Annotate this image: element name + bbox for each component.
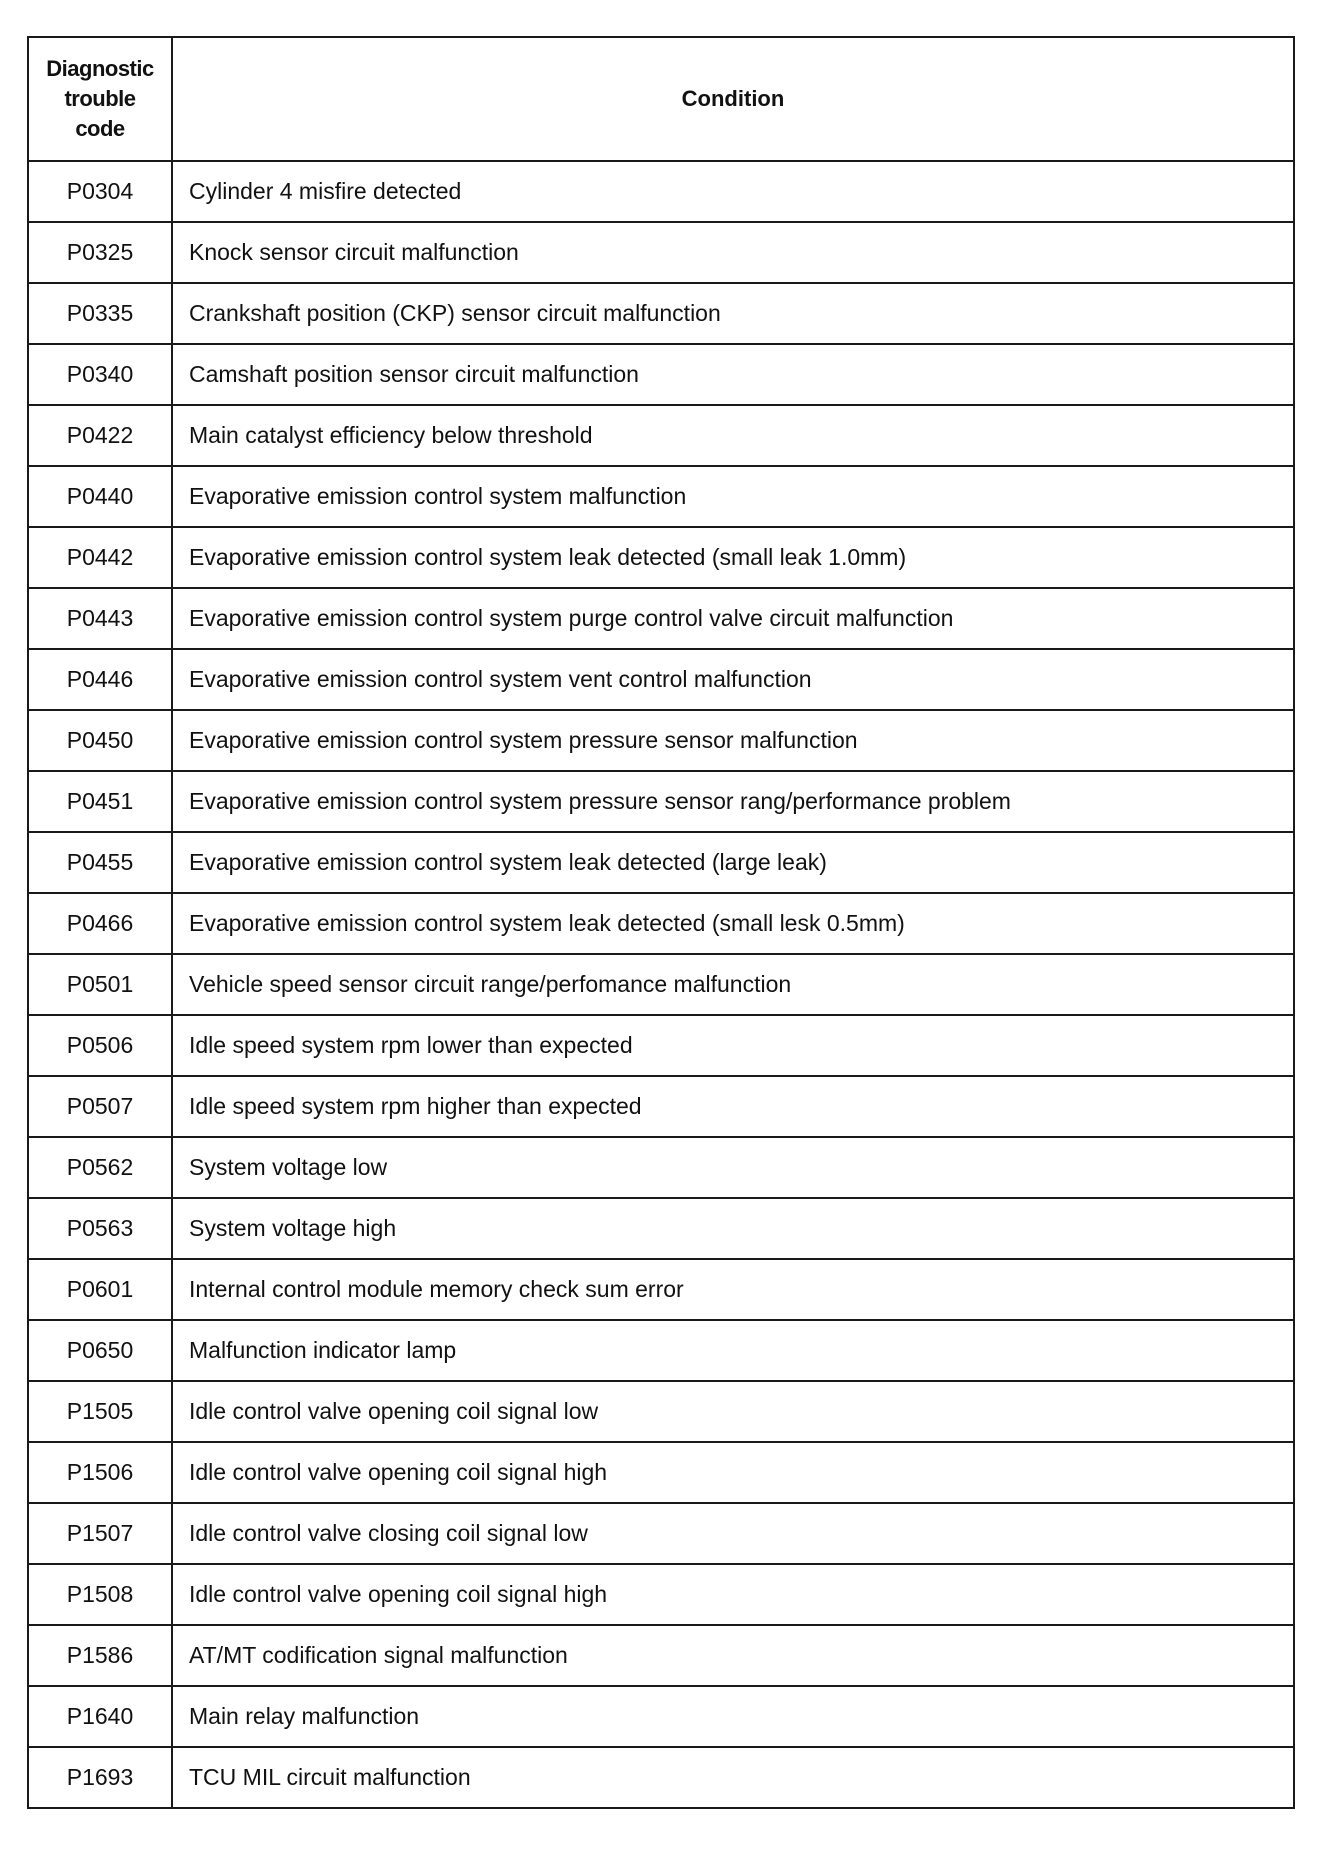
- table-row: [28, 405, 1294, 466]
- dtc-condition: Idle control valve opening coil signal high: [172, 1442, 1294, 1503]
- dtc-code: P0466: [28, 893, 172, 954]
- table-row: [28, 466, 1294, 527]
- table-row: [28, 954, 1294, 1015]
- dtc-condition: Internal control module memory check sum error: [172, 1259, 1294, 1320]
- dtc-code: P0450: [28, 710, 172, 771]
- dtc-code: P0601: [28, 1259, 172, 1320]
- dtc-condition: System voltage low: [172, 1137, 1294, 1198]
- dtc-code: P0507: [28, 1076, 172, 1137]
- table-row: [28, 1320, 1294, 1381]
- dtc-condition: Idle control valve closing coil signal low: [172, 1503, 1294, 1564]
- dtc-code: P1508: [28, 1564, 172, 1625]
- table-row: [28, 710, 1294, 771]
- dtc-code: P0340: [28, 344, 172, 405]
- dtc-condition: Idle speed system rpm higher than expected: [172, 1076, 1294, 1137]
- dtc-code: P0422: [28, 405, 172, 466]
- dtc-condition: Camshaft position sensor circuit malfunction: [172, 344, 1294, 405]
- table-row: [28, 1076, 1294, 1137]
- dtc-condition: Evaporative emission control system pressure sensor malfunction: [172, 710, 1294, 771]
- dtc-code: P0451: [28, 771, 172, 832]
- table-row: [28, 588, 1294, 649]
- dtc-condition: Evaporative emission control system vent control malfunction: [172, 649, 1294, 710]
- dtc-condition: Evaporative emission control system leak detected (small lesk 0.5mm): [172, 893, 1294, 954]
- dtc-code: P0501: [28, 954, 172, 1015]
- dtc-condition: Main relay malfunction: [172, 1686, 1294, 1747]
- dtc-condition: Idle control valve opening coil signal low: [172, 1381, 1294, 1442]
- table-row: [28, 344, 1294, 405]
- dtc-condition: TCU MIL circuit malfunction: [172, 1747, 1294, 1808]
- dtc-condition: Evaporative emission control system leak detected (small leak 1.0mm): [172, 527, 1294, 588]
- dtc-code: P1507: [28, 1503, 172, 1564]
- dtc-condition: Main catalyst efficiency below threshold: [172, 405, 1294, 466]
- table-row: [28, 1747, 1294, 1808]
- table-row: [28, 771, 1294, 832]
- dtc-code: P0446: [28, 649, 172, 710]
- dtc-condition: Malfunction indicator lamp: [172, 1320, 1294, 1381]
- dtc-code: P0506: [28, 1015, 172, 1076]
- dtc-code: P1640: [28, 1686, 172, 1747]
- dtc-code: P0442: [28, 527, 172, 588]
- dtc-condition: Evaporative emission control system pressure sensor rang/performance problem: [172, 771, 1294, 832]
- table-row: [28, 1686, 1294, 1747]
- table-row: [28, 1442, 1294, 1503]
- table-row: [28, 1015, 1294, 1076]
- table-header-row: [28, 37, 1294, 161]
- dtc-condition: System voltage high: [172, 1198, 1294, 1259]
- dtc-condition: Cylinder 4 misfire detected: [172, 161, 1294, 222]
- table-row: [28, 1137, 1294, 1198]
- dtc-condition: AT/MT codification signal malfunction: [172, 1625, 1294, 1686]
- code-header-line-1: Diagnostic: [46, 56, 154, 81]
- table-row: [28, 832, 1294, 893]
- dtc-table: [27, 36, 1295, 1809]
- dtc-code: P1505: [28, 1381, 172, 1442]
- dtc-code: P1586: [28, 1625, 172, 1686]
- dtc-code: P0563: [28, 1198, 172, 1259]
- table-body: [28, 161, 1294, 1808]
- code-header-line-3: code: [75, 116, 125, 141]
- code-header-line-2: trouble: [64, 86, 136, 111]
- dtc-condition: Idle speed system rpm lower than expected: [172, 1015, 1294, 1076]
- table-row: [28, 1564, 1294, 1625]
- table-row: [28, 1503, 1294, 1564]
- condition-column-header: Condition: [172, 37, 1294, 161]
- dtc-code: P0455: [28, 832, 172, 893]
- table-row: [28, 222, 1294, 283]
- table-row: [28, 527, 1294, 588]
- dtc-code: P0304: [28, 161, 172, 222]
- dtc-condition: Evaporative emission control system leak detected (large leak): [172, 832, 1294, 893]
- dtc-condition: Evaporative emission control system malfunction: [172, 466, 1294, 527]
- dtc-code: P0440: [28, 466, 172, 527]
- dtc-code: P0650: [28, 1320, 172, 1381]
- dtc-condition: Evaporative emission control system purge control valve circuit malfunction: [172, 588, 1294, 649]
- dtc-code: P0325: [28, 222, 172, 283]
- table-row: [28, 283, 1294, 344]
- table-row: [28, 893, 1294, 954]
- dtc-condition: Vehicle speed sensor circuit range/perfomance malfunction: [172, 954, 1294, 1015]
- table-row: [28, 1381, 1294, 1442]
- code-column-header: [28, 37, 172, 161]
- dtc-code: P1506: [28, 1442, 172, 1503]
- table-row: [28, 649, 1294, 710]
- table-row: [28, 161, 1294, 222]
- dtc-code: P1693: [28, 1747, 172, 1808]
- dtc-code: P0443: [28, 588, 172, 649]
- table-row: [28, 1259, 1294, 1320]
- table-row: [28, 1198, 1294, 1259]
- dtc-condition: Idle control valve opening coil signal high: [172, 1564, 1294, 1625]
- table-row: [28, 1625, 1294, 1686]
- dtc-code: P0335: [28, 283, 172, 344]
- dtc-condition: Knock sensor circuit malfunction: [172, 222, 1294, 283]
- dtc-code: P0562: [28, 1137, 172, 1198]
- dtc-condition: Crankshaft position (CKP) sensor circuit malfunction: [172, 283, 1294, 344]
